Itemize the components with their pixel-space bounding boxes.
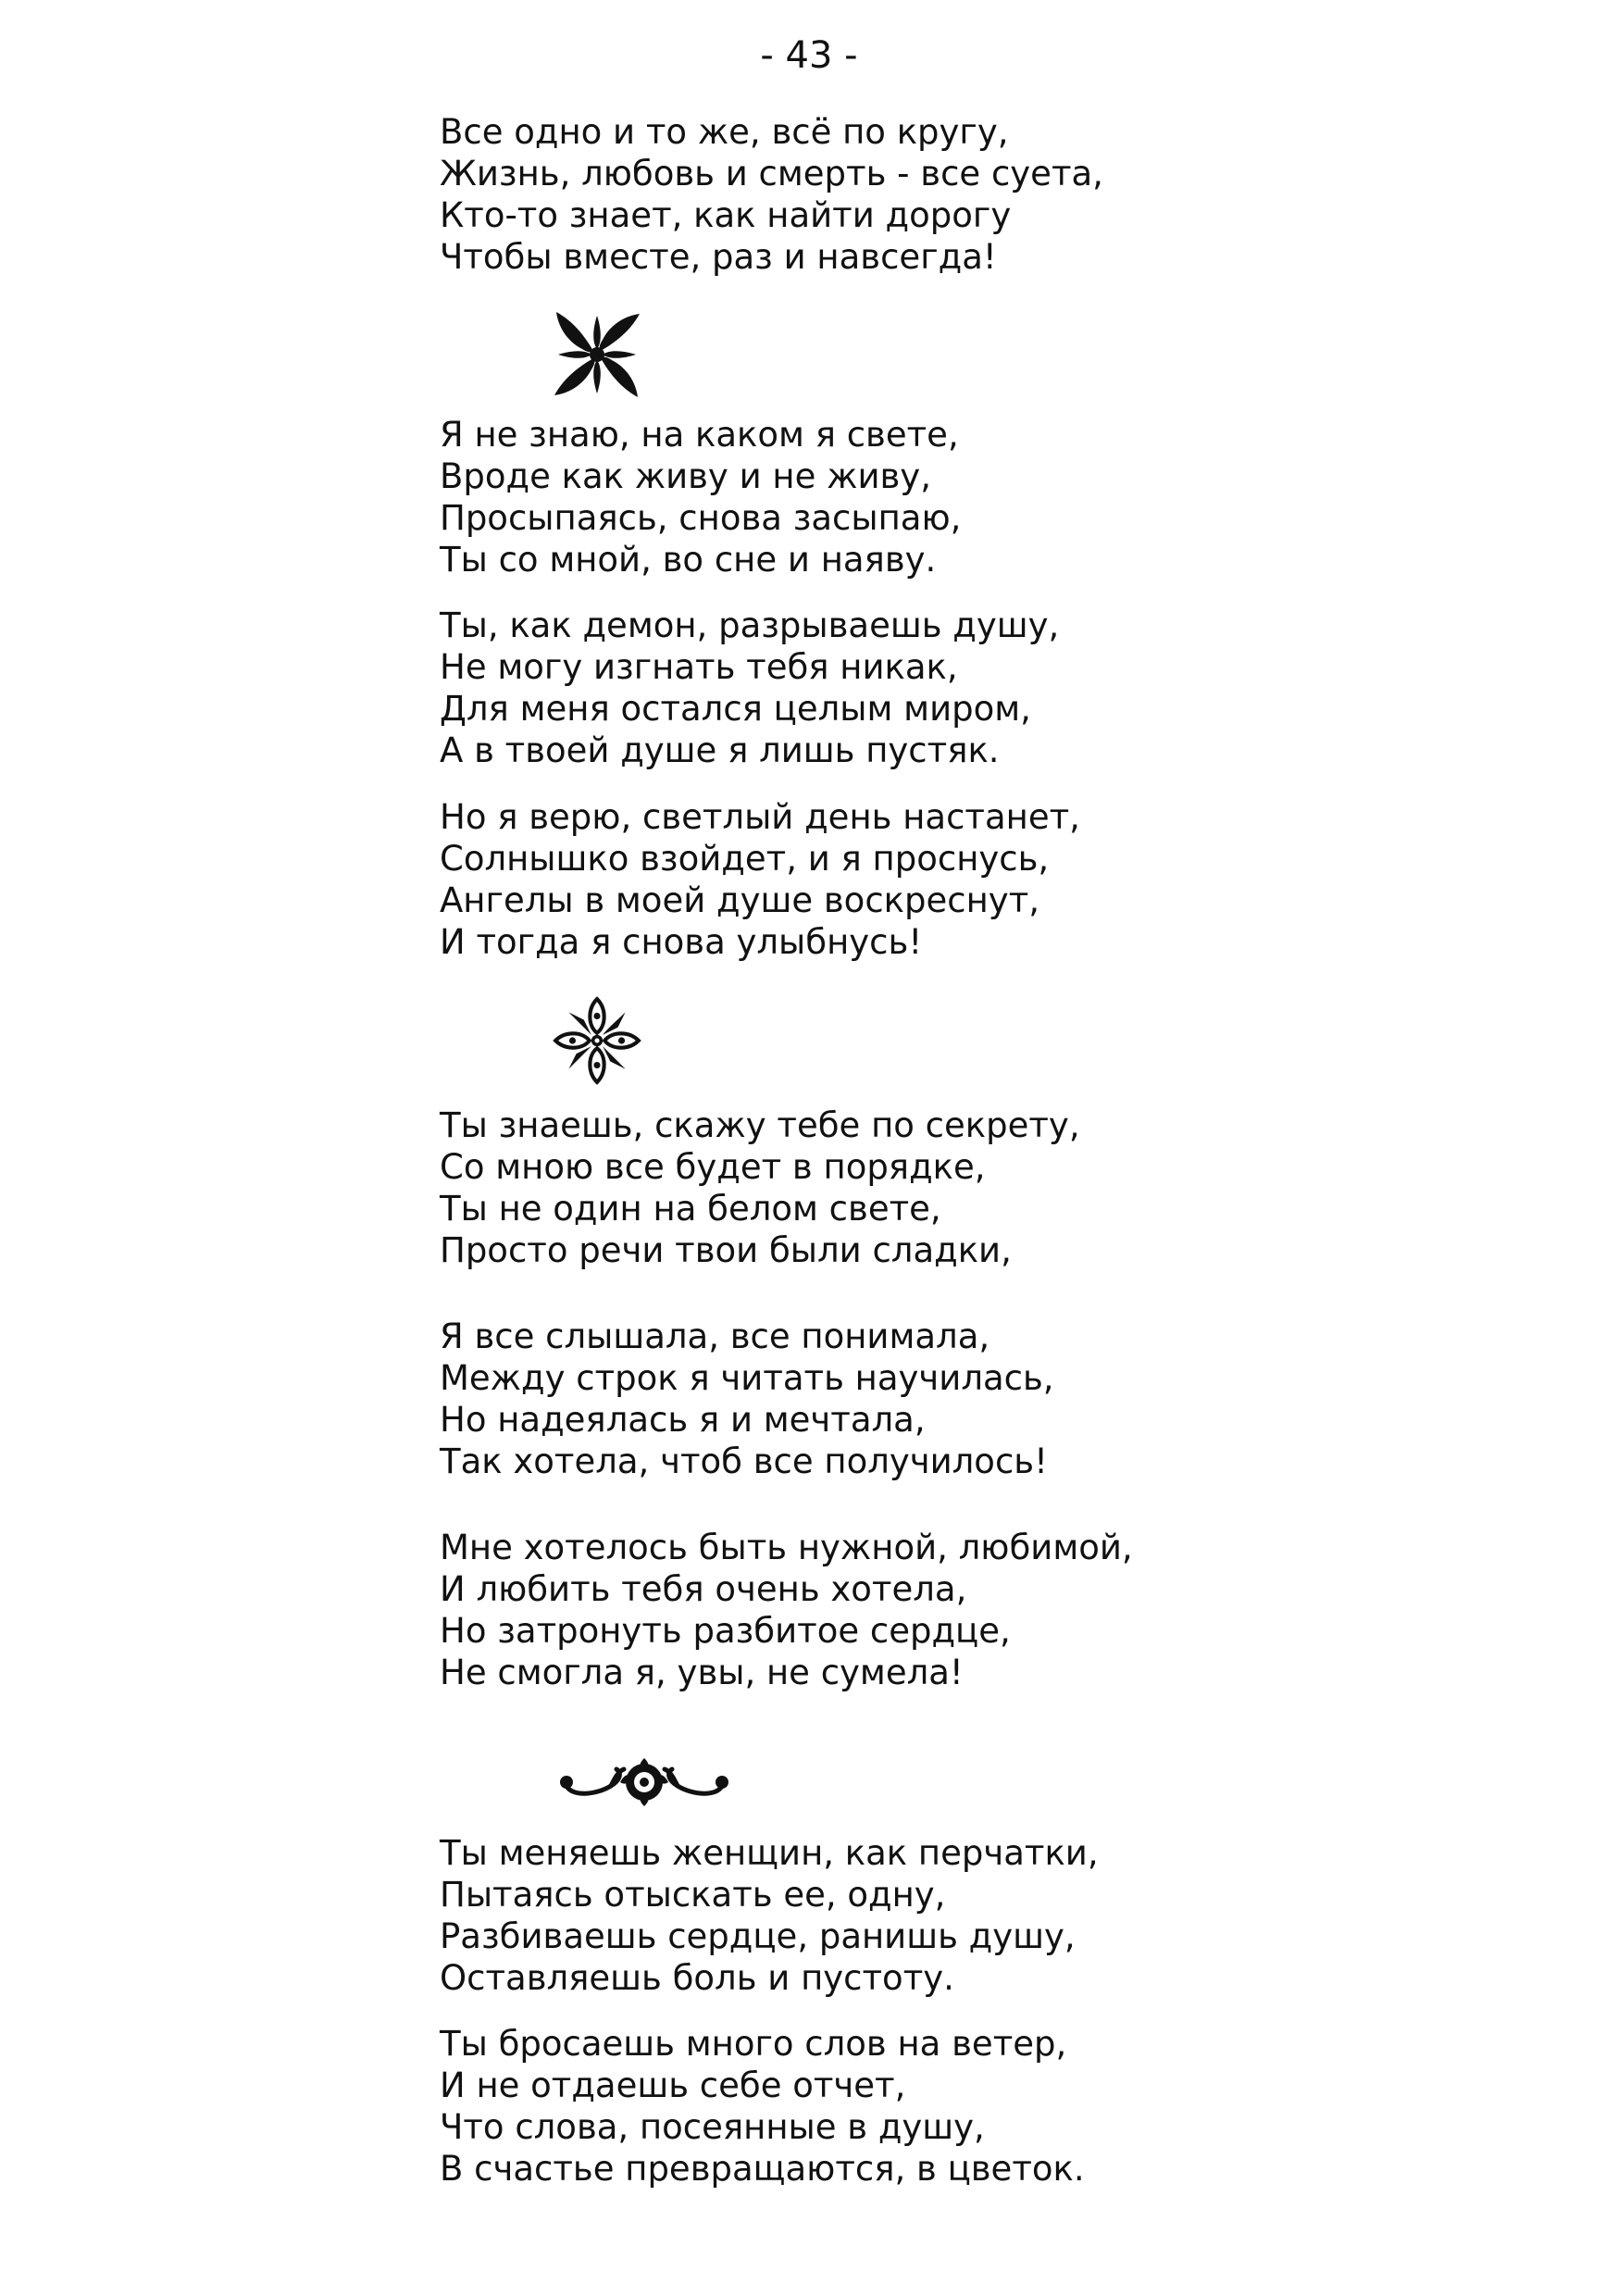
stanza-7 (440, 1527, 1550, 1693)
stanza-line: Что слова, посеянные в душу, (440, 2107, 985, 2147)
stanza-line: Так хотела, чтоб все получилось! (440, 1441, 1048, 1481)
stanza-line: В счастье превращаются, в цветок. (440, 2149, 1085, 2189)
stanza-line: Вроде как живу и не живу, (440, 456, 931, 496)
stanza-2 (440, 414, 1550, 580)
stanza-line: Ты, как демон, разрываешь душу, (440, 605, 1060, 645)
stanza-line: Ты знаешь, скажу тебе по секрету, (440, 1105, 1080, 1145)
stanza-line: Просто речи твои были сладки, (440, 1230, 1012, 1270)
stanza-8 (440, 1832, 1550, 1999)
scroll-flourish-ornament-icon (554, 1754, 735, 1810)
stanza-line: Жизнь, любовь и смерть - все суета, (440, 154, 1103, 193)
stanza-line: И тогда я снова улыбнусь! (440, 922, 923, 962)
stanza-line: Оставляешь боль и пустоту. (440, 1958, 954, 1998)
stanza-line: Не могу изгнать тебя никак, (440, 647, 958, 687)
stanza-line: Но я верю, светлый день настанет, (440, 797, 1080, 837)
stanza-line: И не отдаешь себе отчет, (440, 2065, 906, 2105)
stanza-line: Для меня остался целым миром, (440, 689, 1031, 729)
stanza-4 (440, 796, 1550, 963)
stanza-line: Не смогла я, увы, не сумела! (440, 1653, 964, 1692)
stanza-line: Между строк я читать научилась, (440, 1358, 1054, 1398)
stanza-line: Пытаясь отыскать ее, одну, (440, 1875, 946, 1915)
stanza-line: И любить тебя очень хотела, (440, 1569, 967, 1609)
stanza-line: Просыпаясь, снова засыпаю, (440, 498, 962, 538)
stanza-line: Мне хотелось быть нужной, любимой, (440, 1528, 1133, 1567)
stanza-line: А в твоей душе я лишь пустяк. (440, 730, 1000, 770)
stanza-line: Все одно и то же, всё по кругу, (440, 112, 1009, 152)
stanza-line: Солнышко взойдет, и я проснусь, (440, 839, 1050, 879)
stanza-line: Разбиваешь сердце, ранишь душу, (440, 1916, 1076, 1956)
stanza-6 (440, 1316, 1550, 1482)
stanza-1 (440, 111, 1550, 278)
snowflake-ornament-icon (550, 993, 644, 1088)
stanza-line: Но затронуть разбитое сердце, (440, 1611, 1011, 1651)
stanza-line: Чтобы вместе, раз и навсегда! (440, 237, 997, 277)
stanza-line: Ты не один на белом свете, (440, 1189, 941, 1229)
stanza-line: Ты меняешь женщин, как перчатки, (440, 1833, 1099, 1873)
stanza-line: Ты бросаешь много слов на ветер, (440, 2024, 1067, 2064)
stanza-5 (440, 1104, 1550, 1271)
stanza-line: Я не знаю, на каком я свете, (440, 415, 959, 455)
stanza-line: Но надеялась я и мечтала, (440, 1400, 926, 1440)
stanza-line: Ангелы в моей душе воскреснут, (440, 880, 1040, 920)
floral-star-ornament-icon (551, 308, 643, 401)
stanza-3 (440, 605, 1550, 771)
stanza-line: Кто-то знает, как найти дорогу (440, 195, 1012, 235)
stanza-line: Ты со мной, во сне и наяву. (440, 540, 937, 580)
stanza-line: Со мною все будет в порядке, (440, 1147, 986, 1187)
stanza-line: Я все слышала, все понимала, (440, 1316, 990, 1356)
page-number: - 43 - (760, 34, 858, 77)
stanza-9 (440, 2023, 1550, 2190)
